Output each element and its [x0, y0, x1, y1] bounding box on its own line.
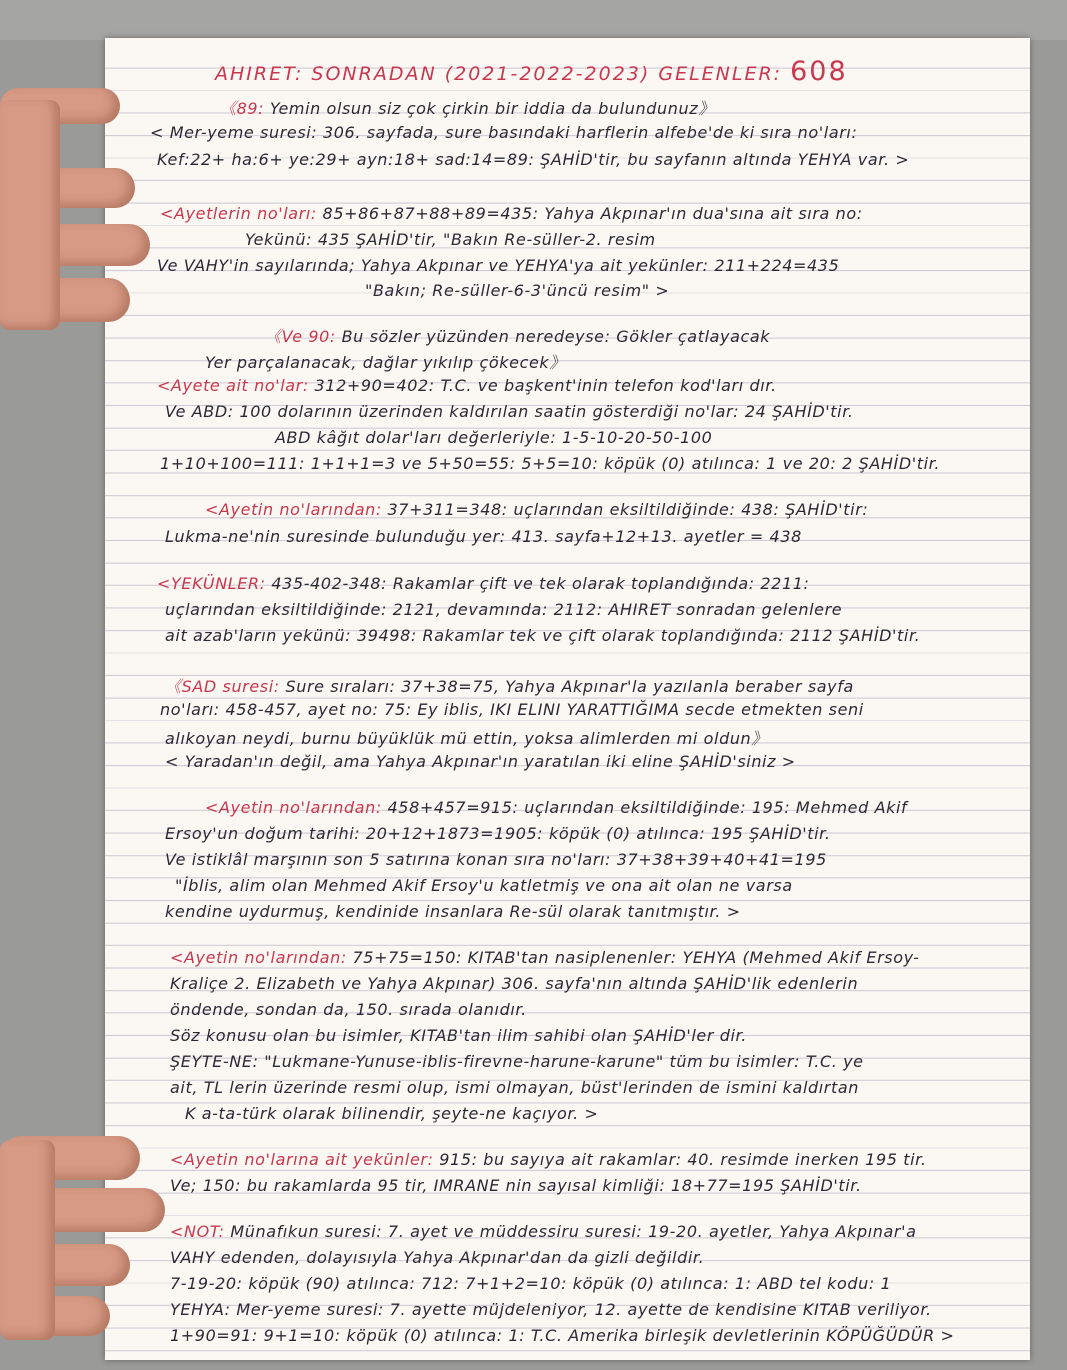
text-line: < Mer-yeme suresi: 306. sayfada, sure basındaki harflerin alfebe'de ki sıra no'ları: — [150, 123, 858, 142]
text-line: no'ları: 458-457, ayet no: 75: Ey iblis, IKI ELINI YARATTIĞIMA secde etmekten seni — [160, 700, 864, 719]
text-line: <Ayetin no'larına ait yekünler: 915: bu sayıya ait rakamlar: 40. resimde inerken 195 tir. — [170, 1150, 927, 1169]
text-line: Kraliçe 2. Elizabeth ve Yahya Akpınar) 306. sayfa'nın altında ŞAHİD'lik edenlerin — [170, 974, 859, 993]
text-line: "Bakın; Re-süller-6-3'üncü resim" > — [365, 281, 670, 300]
text-line: < Yaradan'ın değil, ama Yahya Akpınar'ın yaratılan iki eline ŞAHİD'siniz > — [165, 752, 796, 771]
text-line: "İblis, alim olan Mehmed Akif Ersoy'u katletmiş ve ona ait olan ne varsa — [175, 876, 793, 895]
text-line: VAHY edenden, dolayısıyla Yahya Akpınar'dan da gizli değildir. — [170, 1248, 705, 1267]
ruled-paper-sheet — [105, 38, 1030, 1360]
text-line: Kef:22+ ha:6+ ye:29+ ayn:18+ sad:14=89: ŞAHİD'tir, bu sayfanın altında YEHYA var. > — [157, 150, 910, 169]
text-line: 《Ve 90: Bu sözler yüzünden neredeyse: Gökler çatlayacak — [265, 327, 771, 346]
text-line: <Ayetlerin no'ları: 85+86+87+88+89=435: Yahya Akpınar'ın dua'sına ait sıra no: — [160, 204, 863, 223]
text-line: <NOT: Münafıkun suresi: 7. ayet ve müddessiru suresi: 19-20. ayetler, Yahya Akpınar'a — [170, 1222, 917, 1241]
text-line: ait azab'ların yekünü: 39498: Rakamlar tek ve çift olarak toplandığında: 2112 ŞAHİD'tir. — [165, 626, 921, 645]
text-line: <Ayetin no'larından: 75+75=150: KITAB'tan nasiplenenler: YEHYA (Mehmed Akif Ersoy- — [170, 948, 920, 967]
text-line: <Ayetin no'larından: 37+311=348: uçlarından eksiltildiğinde: 438: ŞAHİD'tir: — [205, 500, 869, 519]
text-line: Yekünü: 435 ŞAHİD'tir, "Bakın Re-süller-2. resim — [245, 230, 656, 249]
text-line: ŞEYTE-NE: "Lukmane-Yunuse-iblis-firevne-harune-karune" tüm bu isimler: T.C. ye — [170, 1052, 864, 1071]
text-line: 《SAD suresi: Sure sıraları: 37+38=75, Yahya Akpınar'la yazılanla beraber sayfa — [165, 677, 854, 696]
text-line: 《89: Yemin olsun siz çok çirkin bir iddia da bulundunuz》 — [220, 99, 715, 118]
palm — [0, 1140, 55, 1340]
text-line: Ve; 150: bu rakamlarda 95 tir, IMRANE nin sayısal kimliği: 18+77=195 ŞAHİD'tir. — [170, 1176, 862, 1195]
background-wall — [0, 0, 1067, 40]
text-line: kendine uydurmuş, kendinide insanlara Re-sül olarak tanıtmıştır. > — [165, 902, 741, 921]
text-line: YEHYA: Mer-yeme suresi: 7. ayette müjdeleniyor, 12. ayette de kendisine KITAB veriliyor. — [170, 1300, 932, 1319]
text-line: alıkoyan neydi, burnu büyüklük mü ettin, yoksa alimlerden mi oldun》 — [165, 729, 768, 748]
text-line: <Ayete ait no'lar: 312+90=402: T.C. ve başkent'inin telefon kod'ları dır. — [157, 376, 777, 395]
text-line: ABD kâğıt dolar'ları değerleriyle: 1-5-10-20-50-100 — [275, 428, 713, 447]
palm — [0, 100, 60, 330]
text-line: Ve VAHY'in sayılarında; Yahya Akpınar ve YEHYA'ya ait yekünler: 211+224=435 — [157, 256, 840, 275]
text-line: Lukma-ne'nin suresinde bulunduğu yer: 413. sayfa+12+13. ayetler = 438 — [165, 527, 802, 546]
text-line: Yer parçalanacak, dağlar yıkılıp çökecek》 — [205, 353, 566, 372]
text-line: K a-ta-türk olarak bilinendir, şeyte-ne kaçıyor. > — [185, 1104, 599, 1123]
text-line: Ve ABD: 100 dolarının üzerinden kaldırılan saatin gösterdiği no'lar: 24 ŞAHİD'tir. — [165, 402, 854, 421]
title-text: AHIRET: SONRADAN (2021-2022-2023) GELENLER: — [215, 63, 783, 85]
text-line: Ve istiklâl marşının son 5 satırına konan sıra no'ları: 37+38+39+40+41=195 — [165, 850, 827, 869]
text-line: <Ayetin no'larından: 458+457=915: uçlarından eksiltildiğinde: 195: Mehmed Akif — [205, 798, 908, 817]
title-number: 608 — [790, 56, 848, 87]
text-line: <YEKÜNLER: 435-402-348: Rakamlar çift ve tek olarak toplandığında: 2211: — [157, 574, 810, 593]
text-line: öndende, sondan da, 150. sırada olanıdır. — [170, 1000, 527, 1019]
text-line: ait, TL lerin üzerinde resmi olup, ismi olmayan, büst'lerinden de ismini kaldırtan — [170, 1078, 859, 1097]
text-line: Ersoy'un doğum tarihi: 20+12+1873=1905: köpük (0) atılınca: 195 ŞAHİD'tir. — [165, 824, 831, 843]
text-line: uçlarından eksiltildiğinde: 2121, devamında: 2112: AHIRET sonradan gelenlere — [165, 600, 843, 619]
text-line: Söz konusu olan bu isimler, KITAB'tan ilim sahibi olan ŞAHİD'ler dir. — [170, 1026, 747, 1045]
text-line: 1+10+100=111: 1+1+1=3 ve 5+50=55: 5+5=10: köpük (0) atılınca: 1 ve 20: 2 ŞAHİD'tir. — [160, 454, 941, 473]
page-title — [215, 56, 848, 87]
text-line: 7-19-20: köpük (90) atılınca: 712: 7+1+2=10: köpük (0) atılınca: 1: ABD tel kodu: 1 — [170, 1274, 892, 1293]
text-line: 1+90=91: 9+1=10: köpük (0) atılınca: 1: T.C. Amerika birleşik devletlerinin KÖPÜĞÜDÜR > — [170, 1326, 955, 1345]
